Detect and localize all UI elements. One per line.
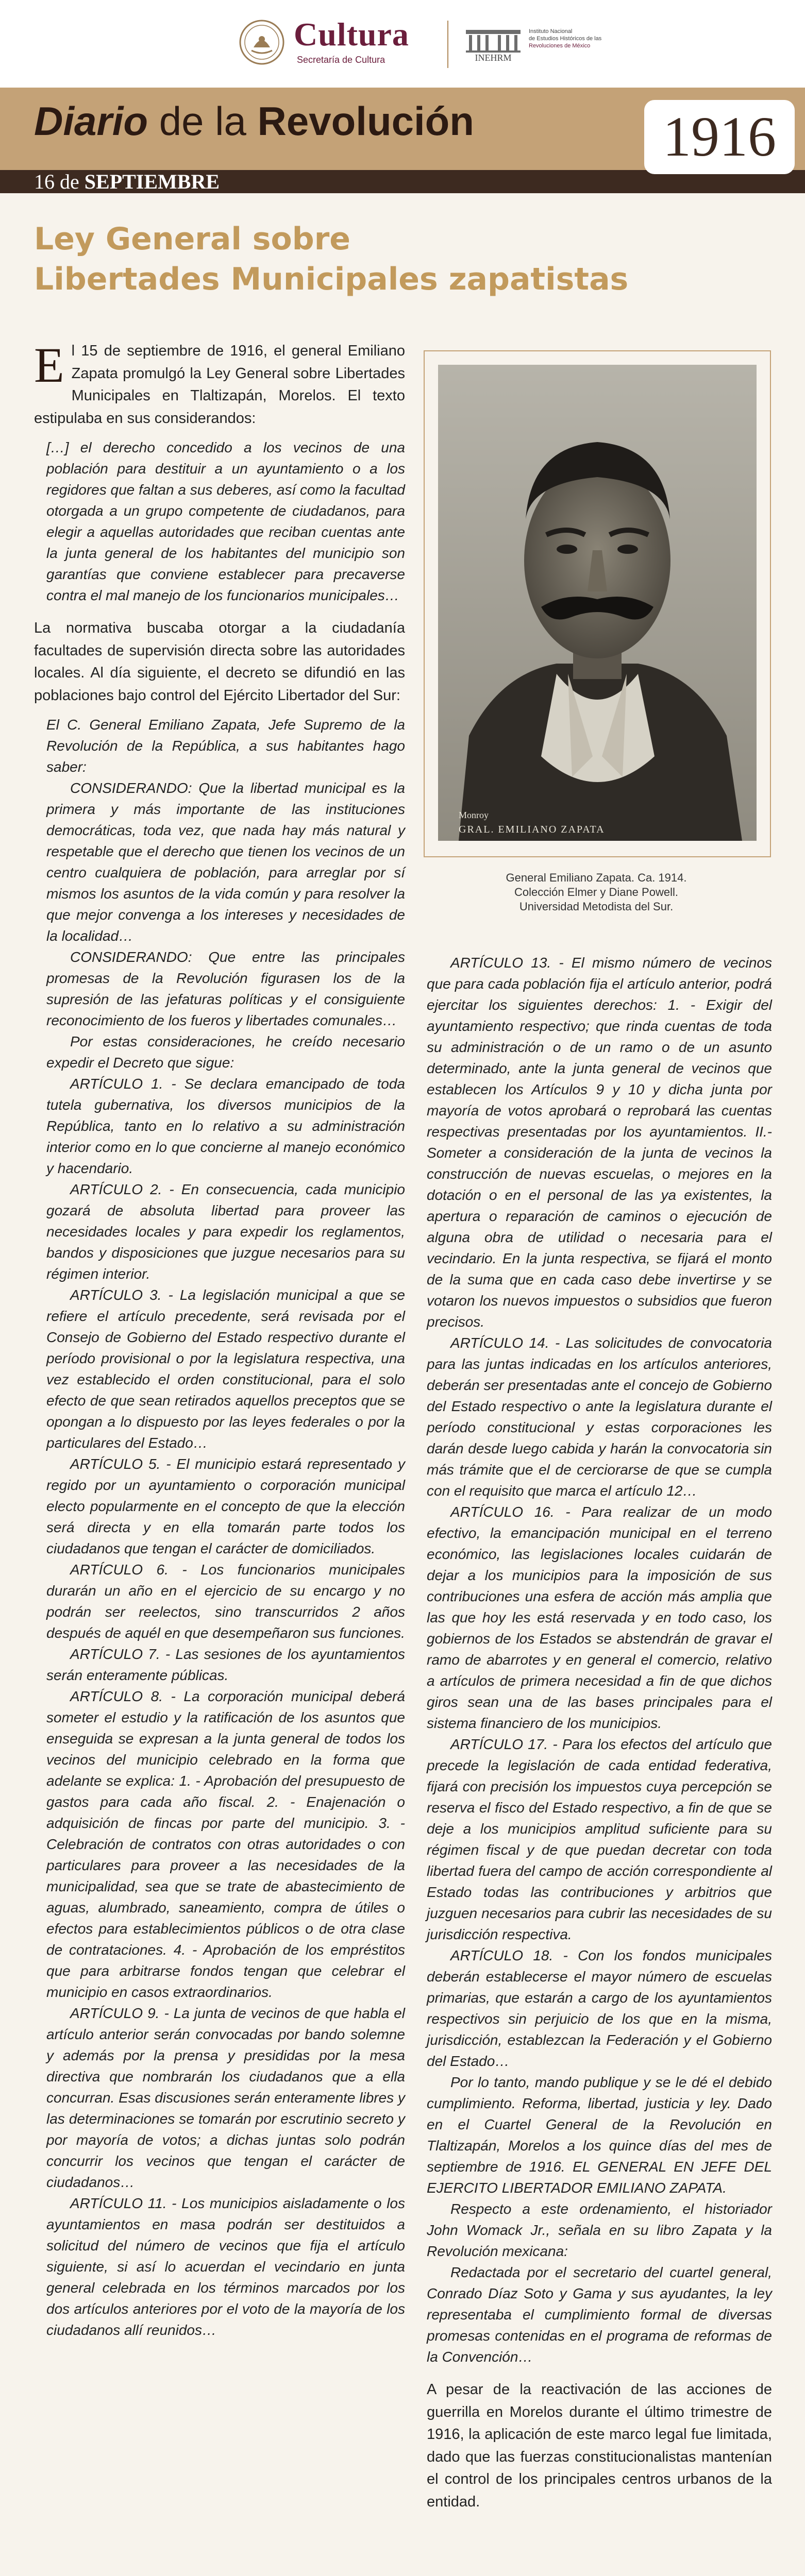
context-paragraph: La normativa buscaba otorgar a la ciudadanía facultades de supervisión directa sobre las autoridades locales. Al día siguiente, el decreto se difundió en las poblaciones bajo control del Ejército Libertador del Sur: (34, 620, 405, 704)
photo-inscription: GRAL. EMILIANO ZAPATA (459, 824, 605, 835)
inehrm-line-3: Revoluciones de México (529, 43, 591, 49)
diario-title-part1: Diario (34, 98, 148, 144)
decree-paragraph: CONSIDERANDO: Que entre las principales promesas de la Revolución figurasen los de la supresión de las jefaturas políticas y el consiguiente reconocimiento de los fueros y libertades comunales… (46, 949, 405, 1028)
year-badge (644, 100, 795, 174)
logo-divider (447, 21, 448, 68)
diario-title-part3: Revolución (257, 98, 474, 144)
page-title (34, 219, 756, 299)
cultura-logo-word: Cultura (294, 16, 409, 53)
cultura-logo-subtitle: Secretaría de Cultura (297, 55, 385, 65)
decree-paragraph: ARTÍCULO 16. - Para realizar de un modo efectivo, la emancipación municipal en el terreno económico, las legislaciones locales cuidarán de dejar a los municipios para la imposición de sus contribuciones una esfera de acción más amplia que las que hoy les está reservada y en todo caso, los gobiernos de los Estados se abstendrán de gravar el ramo de abarrotes y en general el comercio, relativo a artículos de primera necesidad a fin de que dichos giros sean una de las bases principales para el sistema financiero de los municipios. (427, 1504, 772, 1731)
photo-studio-mark: Monroy (459, 810, 489, 820)
decree-paragraph: Por estas consideraciones, he creído necesario expedir el Decreto que sigue: (46, 1033, 405, 1071)
drop-cap: E (34, 337, 64, 393)
inehrm-acronym: INEHRM (475, 53, 512, 63)
diario-title (34, 98, 474, 145)
decree-paragraph: ARTÍCULO 14. - Las solicitudes de convocatoria para las juntas indicadas en los artículos anteriores, deberán ser presentadas ante el concejo de Gobierno del Estado respectivo o ante la legislatura durante el período constitucional y estas corporaciones les darán desde luego cabida y harán la convocatoria sin más trámite que el de cerciorarse de que se cumpla con el requisito que marca el artículo 12… (427, 1335, 772, 1499)
closing-paragraph: A pesar de la reactivación de las acciones de guerrilla en Morelos durante el último trimestre de 1916, la aplicación de este marco legal fue limitada, dado que las fuerzas constitucionalistas mantenían el control de los principales centros urbanos de la entidad. (427, 2381, 772, 2510)
zapata-portrait-photo (438, 365, 757, 841)
decree-paragraph: ARTÍCULO 9. - La junta de vecinos de que habla el artículo anterior serán convocadas por bando solemne y además por la prensa y presididas por la mesa directiva que nombrarán los ciudadanos que a ella concurran. Esas discusiones serán enteramente libres y las determinaciones se tomarán por escrutinio secreto y por mayoría de votos; a dichas juntas solo podrán concurrir los vecinos que tengan el carácter de ciudadanos… (46, 2005, 405, 2190)
decree-paragraph: ARTÍCULO 7. - Las sesiones de los ayuntamientos serán enteramente públicas. (46, 1646, 405, 1683)
decree-paragraph: ARTÍCULO 3. - La legislación municipal a que se refiere el artículo precedente, será revisada por el Consejo de Gobierno del Estado respectivo durante el período provisional o por la legislatura respectiva, una vez establecido el orden constitucional, para el solo efecto de que sean retirados aquellos preceptos que se opongan a lo dispuesto por las leyes federales o por la particulares del Estado… (46, 1287, 405, 1451)
caption-line-1: General Emiliano Zapata. Ca. 1914. (506, 871, 687, 884)
logo-bar (0, 0, 805, 88)
decree-text-left (46, 714, 405, 2341)
decree-paragraph: ARTÍCULO 6. - Los funcionarios municipales durarán un año en el ejercicio de su encargo y no podrán ser reelectos, sino transcurridos 2 años después de aquél en que desempeñaron sus funciones. (46, 1562, 405, 1641)
photo-frame (424, 350, 771, 857)
diario-title-part2: de la (159, 98, 246, 144)
intro-text: l 15 de septiembre de 1916, el general Emiliano Zapata promulgó la Ley General sobre Libertades Municipales en Tlaltizapán, Morelos. El texto estipulaba en sus considerandos: (34, 343, 405, 427)
decree-paragraph: ARTÍCULO 8. - La corporación municipal deberá someter el estudio y la ratificación de los asuntos que enseguida se expresan a la junta general de todos los vecinos del municipio celebrado en la forma que adelante se explica: 1. - Aprobación del presupuesto de gastos para cada año fiscal. 2. - Enajenación o adquisición de fincas por parte del municipio. 3. - Celebración de contratos con otras autoridades o con particulares para proveer a las necesidades de la municipalidad, sea que se trate de abastecimiento de aguas, alumbrado, saneamiento, compra de útiles o efectos para establecimientos públicos o de otra clase de contrataciones. 4. - Aprobación de los empréstitos que para arbitrarse fondos tengan que celebrar el municipio en casos extraordinarios. (46, 1688, 405, 2000)
date-day: 16 de (34, 170, 79, 193)
mexico-seal-icon (238, 19, 286, 66)
article-right-column (427, 952, 772, 2513)
inehrm-line-1: Instituto Nacional (529, 28, 573, 35)
year-text: 1916 (663, 105, 776, 168)
page-title-line-1: Ley General sobre (34, 221, 350, 257)
intro-paragraph (34, 337, 405, 430)
decree-paragraph: ARTÍCULO 17. - Para los efectos del artículo que precede la legislación de cada entidad federativa, fijará con precisión los impuestos cuya percepción se reserva el fisco del Estado respectivo, a fin de que se deje a los municipios amplitud suficiente para su régimen fiscal y de que puedan decretar con toda libertad fuera del campo de acción correspondiente al Estado todas las contribuciones y arbitrios que juzguen necesarios para cubrir las necesidades de su jurisdicción respectiva. (427, 1736, 772, 1942)
decree-paragraph: ARTÍCULO 1. - Se declara emancipado de toda tutela gubernativa, los diversos municipios de la República, tanto en lo relativo a su administración interior como en lo que concierne al manejo económico y hacendario. (46, 1076, 405, 1176)
inehrm-line-2: de Estudios Históricos de las (529, 36, 602, 42)
decree-lead: El C. General Emiliano Zapata, Jefe Supremo de la Revolución de la República, a sus habitantes hago saber: (46, 717, 405, 775)
decree-paragraph: ARTÍCULO 5. - El municipio estará representado y regido por un ayuntamiento o corporación municipal electo popularmente en el concepto de que la elección será directa y en ella tomarán parte todos los ciudadanos que tengan el carácter de domiciliados. (46, 1456, 405, 1556)
caption-line-3: Universidad Metodista del Sur. (519, 900, 674, 913)
decree-paragraph: ARTÍCULO 13. - El mismo número de vecinos que para cada población fija el artículo anterior, podrá ejercitar los siguientes derechos: 1. - Exigir del ayuntamiento respectivo; que rinda cuentas de toda su administración o de un ramo o de un asunto determinado, ante la junta general de vecinos que establecen los Artículos 9 y 10 y dicha junta por mayoría de votos aprobará o reprobará las cuentas respectivas presentadas por los ayuntamientos. II.- Someter a consideración de la junta de vecinos la construcción de nuevas escuelas, o mejores en la dotación o en el personal de las ya existentes, la apertura o reparación de caminos o ejecución de alguna obra de utilidad o necesaria para el vecindario. En la junta respectiva, se fijará el monto de la suma que en cada caso debe invertirse y se votaron los nuevos impuestos o subsidios que fueron precisos. (427, 955, 772, 1330)
decree-paragraph: CONSIDERANDO: Que la libertad municipal es la primera y más importante de las instituciones democráticas, toda vez, que nada hay más natural y respetable que el derecho que tienen los vecinos de un centro cualquiera de población, para arreglar por sí mismos los asuntos de la vida común y para resolver la que mejor convenga a los intereses y necesidades de la localidad… (46, 780, 405, 944)
decree-paragraph: ARTÍCULO 18. - Con los fondos municipales deberán establecerse el mayor número de escuelas primarias, que estarán a cargo de los ayuntamientos respectivos sin perjuicio de los que en la misma, jurisdicción, establezcan la Federación y el Gobierno del Estado… (427, 1947, 772, 2069)
date-month: SEPTIEMBRE (84, 170, 220, 193)
decree-paragraph: Respecto a este ordenamiento, el historiador John Womack Jr., señala en su libro Zapata y la Revolución mexicana: (427, 2201, 772, 2259)
date-label (34, 171, 220, 193)
inehrm-building-icon (464, 27, 523, 63)
page-title-line-2: Libertades Municipales zapatistas (34, 261, 629, 297)
decree-paragraph: Por lo tanto, mando publique y se le dé el debido cumplimiento. Reforma, libertad, justicia y ley. Dado en el Cuartel General de la Revolución en Tlaltizapán, Morelos a los quince días del mes de septiembre de 1916. EL GENERAL EN JEFE DEL EJERCITO LIBERTADOR EMILIANO ZAPATA. (427, 2074, 772, 2196)
decree-paragraph: ARTÍCULO 11. - Los municipios aisladamente o los ayuntamientos en masa podrán ser destituidos a solicitud del número de vecinos que fija el artículo siguiente, si así lo acuerdan el vecindario en junta general celebrada en los términos marcados por los dos artículos anteriores por el voto de la mayoría de los ciudadanos allí reunidos… (46, 2195, 405, 2338)
inehrm-logo-text (529, 28, 616, 49)
decree-paragraph: Redactada por el secretario del cuartel general, Conrado Díaz Soto y Gama y sus ayudantes, la ley representaba el cumplimiento formal de diversas promesas contenidas en el programa de reformas de la Convención… (427, 2264, 772, 2365)
photo-caption (424, 871, 769, 914)
decree-paragraph: ARTÍCULO 2. - En consecuencia, cada municipio gozará de absoluta libertad para proveer las necesidades locales y para expedir los reglamentos, bandos y disposiciones que juzgue necesarios para su régimen interior. (46, 1181, 405, 1282)
article-left-column (34, 337, 405, 2341)
considerandos-quote: […] el derecho concedido a los vecinos de una población para destituir a un ayuntamiento o a los regidores que faltan a sus deberes, así como la facultad otorgada a un grupo competente de ciudadanos, para elegir a aquellas autoridades que reciban cuentas ante la junta general de los habitantes del municipio son garantías que conviene establecer para precaverse contra el mal manejo de los funcionarios municipales… (46, 439, 405, 603)
caption-line-2: Colección Elmer y Diane Powell. (514, 886, 678, 899)
